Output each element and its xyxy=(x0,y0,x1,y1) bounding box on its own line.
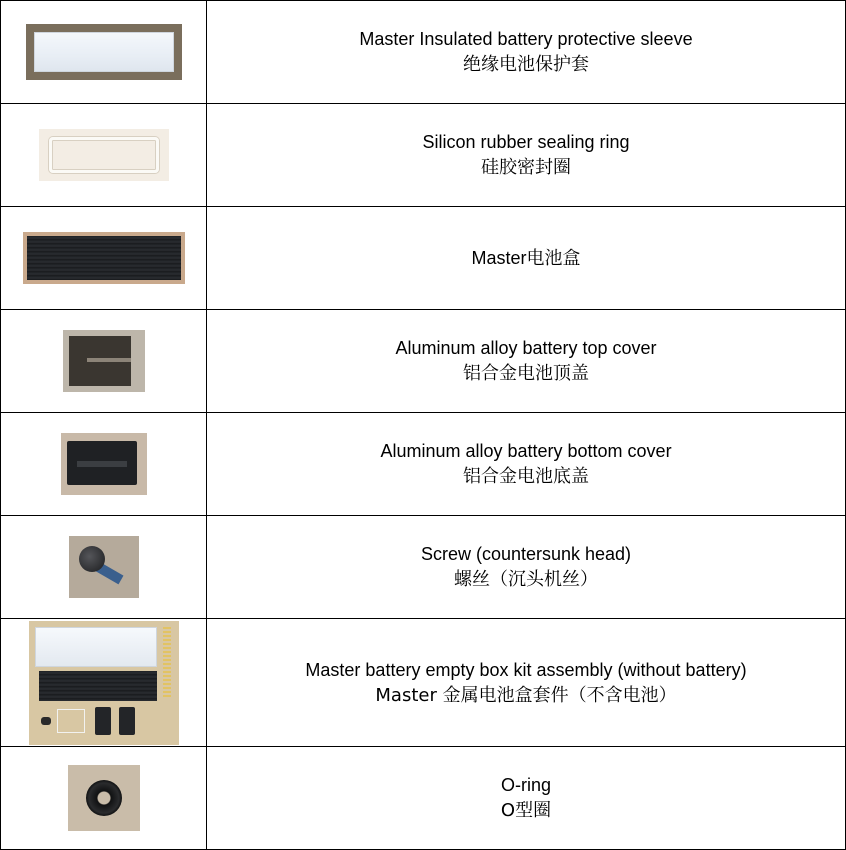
part-name-zh: O型圈 xyxy=(500,800,552,821)
insulated-sleeve-photo xyxy=(26,24,182,80)
image-cell xyxy=(1,413,207,516)
part-name-en: O-ring xyxy=(500,775,551,795)
box-kit-photo xyxy=(29,621,179,745)
part-name-zh: Master 金属电池盒套件（不含电池） xyxy=(375,684,677,706)
part-name-en: Master Insulated battery protective sleeve xyxy=(359,29,693,49)
screw-photo xyxy=(69,536,139,598)
image-cell xyxy=(1,747,207,850)
description-cell xyxy=(207,104,846,207)
image-cell xyxy=(1,1,207,104)
table-row xyxy=(1,516,846,619)
o-ring-photo xyxy=(68,765,140,831)
description-cell xyxy=(207,413,846,516)
description-cell xyxy=(207,1,846,104)
description-cell xyxy=(207,516,846,619)
bottom-cover-photo xyxy=(61,433,147,495)
part-name-zh: 铝合金电池顶盖 xyxy=(463,363,589,384)
table-row xyxy=(1,1,846,104)
part-name-zh: 硅胶密封圈 xyxy=(481,157,571,178)
image-cell xyxy=(1,310,207,413)
part-name-en: Silicon rubber sealing ring xyxy=(422,132,630,152)
table-row xyxy=(1,310,846,413)
description-cell xyxy=(207,747,846,850)
table-row xyxy=(1,619,846,747)
part-name-en: Master battery empty box kit assembly (without battery) xyxy=(305,659,747,680)
image-cell xyxy=(1,619,207,747)
part-name-en: Aluminum alloy battery top cover xyxy=(395,338,657,358)
battery-box-photo xyxy=(23,232,185,284)
part-name-en: Screw (countersunk head) xyxy=(420,544,632,564)
description-cell xyxy=(207,207,846,310)
table-row xyxy=(1,413,846,516)
part-name-zh: 绝缘电池保护套 xyxy=(463,54,589,75)
table-row xyxy=(1,207,846,310)
part-name-zh: 螺丝（沉头机丝） xyxy=(454,569,598,590)
description-cell xyxy=(207,619,846,747)
sealing-ring-photo xyxy=(39,129,169,181)
part-name-en: Master电池盒 xyxy=(471,248,581,268)
image-cell xyxy=(1,516,207,619)
top-cover-photo xyxy=(63,330,145,392)
table-row xyxy=(1,104,846,207)
part-name-zh: 铝合金电池底盖 xyxy=(463,466,589,487)
image-cell xyxy=(1,104,207,207)
table-row xyxy=(1,747,846,850)
part-name-en: Aluminum alloy battery bottom cover xyxy=(380,441,672,461)
description-cell xyxy=(207,310,846,413)
image-cell xyxy=(1,207,207,310)
